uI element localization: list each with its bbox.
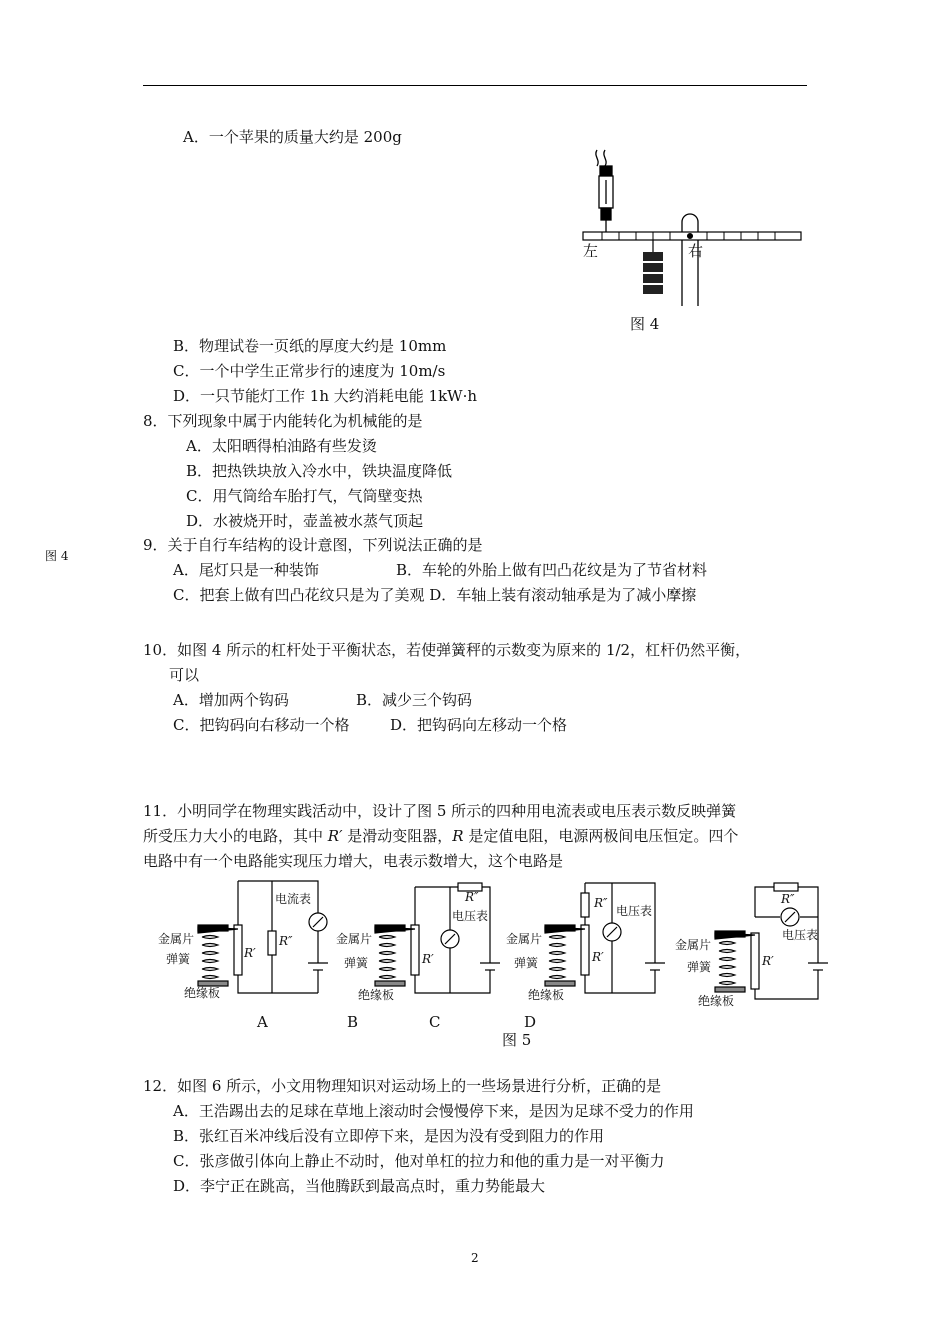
q10-option-a: A．增加两个钩码 (173, 691, 289, 709)
q11-symbol-r: R (452, 827, 464, 845)
q11-line1: 11．小明同学在物理实践活动中，设计了图 5 所示的四种用电流表或电压表示数反映弹簧 (143, 802, 737, 820)
d-spring-label: 弹簧 (687, 960, 712, 974)
c-r-fixed-label: R″ (594, 896, 608, 910)
q7-option-a: A．一个苹果的质量大约是 200g (183, 128, 402, 146)
figure-5-caption: 图 5 (502, 1031, 532, 1049)
q7-option-d: D．一只节能灯工作 1h 大约消耗电能 1kW·h (173, 387, 478, 405)
circuit-label-b: B (347, 1013, 359, 1031)
q11-line3: 电路中有一个电路能实现压力增大，电表示数增大，这个电路是 (143, 852, 564, 870)
q12-option-d: D．李宁正在跳高，当他腾跃到最高点时，重力势能最大 (173, 1177, 546, 1195)
c-metal-plate-label: 金属片 (506, 932, 543, 946)
q9-option-cd: C．把套上做有凹凸花纹只是为了美观 D．车轴上装有滚动轴承是为了减小摩擦 (173, 586, 697, 604)
lever-right-label: 右 (688, 242, 704, 260)
q11-line2 (143, 826, 738, 846)
lever-left-label: 左 (583, 242, 599, 260)
q11-line2-text-a: 所受压力大小的电路，其中 (143, 827, 328, 845)
q8-option-c: C．用气筒给车胎打气，气筒壁变热 (186, 487, 423, 505)
page-number: 2 (471, 1251, 479, 1265)
b-voltmeter-label: 电压表 (452, 909, 489, 923)
q11-symbol-r-prime: R′ (327, 827, 343, 845)
q7-option-b: B．物理试卷一页纸的厚度大约是 10mm (173, 337, 447, 355)
a-spring-label: 弹簧 (166, 952, 191, 966)
b-r-fixed-label: R″ (465, 890, 479, 904)
q9-option-a: A．尾灯只是一种装饰 (173, 561, 319, 579)
q8-option-a: A．太阳晒得柏油路有些发烫 (186, 437, 377, 455)
q10-stem-line2: 可以 (169, 666, 200, 684)
q12-option-b: B．张红百米冲线后没有立即停下来，是因为没有受到阻力的作用 (173, 1127, 605, 1145)
c-spring-label: 弹簧 (514, 956, 539, 970)
q8-option-d: D．水被烧开时，壶盖被水蒸气顶起 (186, 512, 424, 530)
circuit-b (375, 883, 500, 993)
q12-stem: 12．如图 6 所示，小文用物理知识对运动场上的一些场景进行分析，正确的是 (143, 1077, 662, 1095)
spring-scale-icon (596, 150, 613, 232)
circuit-label-a: A (257, 1013, 268, 1031)
q8-option-b: B．把热铁块放入冷水中，铁块温度降低 (186, 462, 453, 480)
q10-option-c: C．把钩码向右移动一个格 (173, 716, 350, 734)
q8-stem: 8．下列现象中属于内能转化为机械能的是 (143, 412, 423, 430)
d-r-fixed-label: R″ (781, 892, 795, 906)
q12-option-a: A．王浩踢出去的足球在草地上滚动时会慢慢停下来，是因为足球不受力的作用 (173, 1102, 694, 1120)
a-metal-plate-label: 金属片 (158, 932, 195, 946)
a-r-slide-label: R′ (244, 946, 256, 960)
d-voltmeter-label: 电压表 (782, 928, 819, 942)
q9-stem: 9．关于自行车结构的设计意图，下列说法正确的是 (143, 536, 483, 554)
hook-weights-icon (643, 240, 663, 294)
margin-figure-label: 图 4 (45, 549, 69, 563)
q7-option-c: C．一个中学生正常步行的速度为 10m/s (173, 362, 446, 380)
circuit-label-c: C (429, 1013, 441, 1031)
b-r-slide-label: R′ (422, 952, 434, 966)
q12-option-c: C．张彦做引体向上静止不动时，他对单杠的拉力和他的重力是一对平衡力 (173, 1152, 665, 1170)
c-voltmeter-label: 电压表 (616, 904, 653, 918)
d-insulating-label: 绝缘板 (698, 994, 735, 1008)
b-spring-label: 弹簧 (344, 956, 369, 970)
c-r-slide-label: R′ (592, 950, 604, 964)
q10-option-b: B．减少三个钩码 (356, 691, 473, 709)
q10-stem-line1: 10．如图 4 所示的杠杆处于平衡状态，若使弹簧秤的示数变为原来的 1/2，杠杆仍然平衡， (143, 641, 751, 659)
q10-option-d: D．把钩码向左移动一个格 (390, 716, 568, 734)
q9-option-b: B．车轮的外胎上做有凹凸花纹是为了节省材料 (396, 561, 708, 579)
pivot-stand (682, 214, 698, 306)
b-metal-plate-label: 金属片 (336, 932, 373, 946)
figure-5-circuits (150, 875, 840, 1010)
a-r-fixed-label: R″ (279, 934, 293, 948)
a-ammeter-label: 电流表 (275, 892, 312, 906)
figure-4-caption: 图 4 (630, 315, 660, 333)
q11-line2-text-c: 是定值电阻，电源两极间电压恒定。四个 (463, 827, 739, 845)
circuit-label-d: D (524, 1013, 537, 1031)
c-insulating-label: 绝缘板 (528, 988, 565, 1002)
q11-line2-text-b: 是滑动变阻器， (342, 827, 453, 845)
figure-4-lever (575, 140, 810, 310)
b-insulating-label: 绝缘板 (358, 988, 395, 1002)
a-insulating-label: 绝缘板 (184, 986, 221, 1000)
d-metal-plate-label: 金属片 (675, 938, 712, 952)
d-r-slide-label: R′ (762, 954, 774, 968)
header-rule (143, 85, 807, 86)
